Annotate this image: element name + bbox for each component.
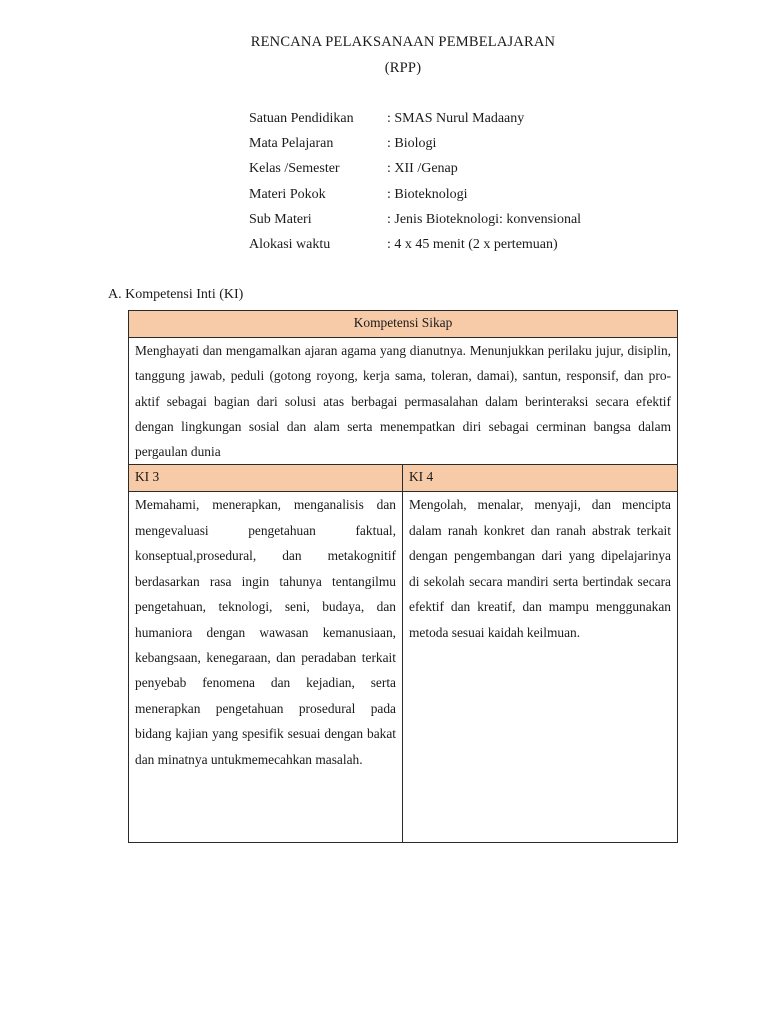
kompetensi-inti-table <box>128 310 678 843</box>
info-label: Materi Pokok <box>249 186 326 202</box>
info-value: : 4 x 45 menit (2 x pertemuan) <box>387 236 558 252</box>
table-row <box>129 338 678 465</box>
info-row-sub-materi <box>249 210 729 235</box>
document-subtitle: (RPP) <box>384 60 422 76</box>
info-value: : Bioteknologi <box>387 186 468 202</box>
info-row-satuan-pendidikan <box>249 109 729 134</box>
info-label: Sub Materi <box>249 211 312 227</box>
table-row <box>129 465 678 492</box>
info-label: Alokasi waktu <box>249 236 331 252</box>
info-row-materi-pokok <box>249 185 729 210</box>
ki3-text: Memahami, menerapkan, menganalisis dan mengevaluasi pengetahuan faktual, konseptual,prosedural, dan metakognitif berdasarkan rasa ingin tahunya tentangilmu pengetahuan, teknologi, seni, budaya, dan humaniora dengan wawasan kemanusiaan, kebangsaan, kenegaraan, dan peradaban terkait penyebab fenomena dan kejadian, serta menerapkan pengetahuan prosedural pada bidang kajian yang spesifik sesuai dengan bakat dan minatnya untukmemecahkan masalah. <box>129 492 403 843</box>
ki4-header: KI 4 <box>403 465 678 492</box>
info-label: Kelas /Semester <box>249 161 340 177</box>
info-value: : Jenis Bioteknologi: konvensional <box>387 211 582 227</box>
info-label: Mata Pelajaran <box>249 136 334 152</box>
kompetensi-sikap-header: Kompetensi Sikap <box>129 311 678 338</box>
info-value: : XII /Genap <box>387 161 458 177</box>
document-title: RENCANA PELAKSANAAN PEMBELAJARAN <box>250 34 556 50</box>
table-row <box>129 492 678 843</box>
identity-block <box>249 109 729 260</box>
info-value: : Biologi <box>387 136 437 152</box>
ki3-header: KI 3 <box>129 465 403 492</box>
info-row-alokasi-waktu <box>249 235 729 260</box>
ki4-text: Mengolah, menalar, menyaji, dan mencipta dalam ranah konkret dan ranah abstrak terkait dengan pengembangan dari yang dipelajarinya di sekolah secara mandiri serta bertindak secara efektif dan kreatif, dan mampu menggunakan metoda sesuai kaidah keilmuan. <box>403 492 678 843</box>
info-value: : SMAS Nurul Madaany <box>387 111 525 126</box>
info-row-mata-pelajaran <box>249 134 729 159</box>
table-row <box>129 311 678 338</box>
info-label: Satuan Pendidikan <box>249 111 354 126</box>
info-row-kelas-semester <box>249 159 729 184</box>
kompetensi-sikap-text: Menghayati dan mengamalkan ajaran agama yang dianutnya. Menunjukkan perilaku jujur, disiplin, tanggung jawab, peduli (gotong royong, kerja sama, toleran, damai), santun, responsif, dan pro-aktif sebagai bagian dari solusi atas berbagai permasalahan dalam berinteraksi secara efektif dengan lingkungan sosial dan alam serta menempatkan diri sebagai cerminan bangsa dalam pergaulan dunia <box>129 338 678 465</box>
section-heading-kompetensi-inti: A. Kompetensi Inti (KI) <box>108 287 244 302</box>
